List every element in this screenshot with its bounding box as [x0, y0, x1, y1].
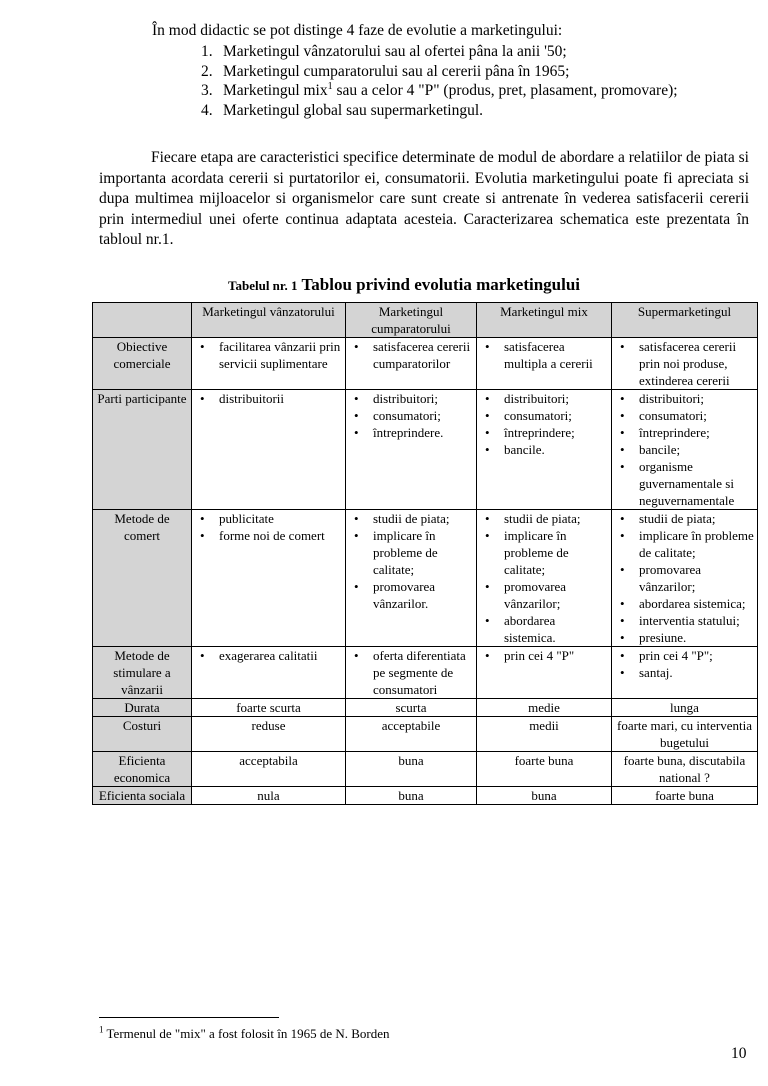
footnote: [99, 1026, 390, 1042]
header-corner: [93, 303, 192, 338]
row-label: Costuri: [93, 717, 192, 752]
table-cell: • satisfacerea cererii cumparatorilor: [346, 338, 477, 390]
table-cell: acceptabile: [346, 717, 477, 752]
table-row: [93, 338, 758, 390]
body-paragraph: Fiecare etapa are caracteristici specifice determinate de modul de abordare a relatiilor de piata si importanta acordata cererii si purtatorilor ei, consumatorii. Evolutia marketingului poate fi apreciata si dupa multimea mijloacelor si organismelor care sunt create si antrenate în vederea satisfacerii cererii prin intermediul unei oferte continua adaptata acesteia. Caracterizarea schematica este prezentata în tabloul nr.1.: [99, 149, 749, 248]
table-cell: • distribuitori; • consumatori; • întreprindere.: [346, 390, 477, 510]
table-cell: foarte scurta: [192, 699, 346, 717]
table-cell: • satisfacerea cererii prin noi produse, extinderea cererii: [612, 338, 758, 390]
row-label: Obiective comerciale: [93, 338, 192, 390]
row-label: Metode de stimulare a vânzarii: [93, 647, 192, 699]
table-row: [93, 699, 758, 717]
table-cell: • oferta diferentiata pe segmente de consumatori: [346, 647, 477, 699]
table-cell: foarte buna, discutabila national ?: [612, 752, 758, 787]
row-label: Eficienta sociala: [93, 787, 192, 805]
table-header-row: [93, 303, 758, 338]
table-cell: • publicitate • forme noi de comert: [192, 510, 346, 647]
table-row: [93, 752, 758, 787]
header-cell: Supermarketingul: [612, 303, 758, 338]
row-label: Metode de comert: [93, 510, 192, 647]
table-cell: foarte buna: [477, 752, 612, 787]
row-label: Durata: [93, 699, 192, 717]
table-row: [93, 510, 758, 647]
table-cell: nula: [192, 787, 346, 805]
row-label: Parti participante: [93, 390, 192, 510]
table-cell: • studii de piata; • implicare în probleme de calitate; • promovarea vânzarilor; • abordarea sistemica; • interventia statului; • presiune.: [612, 510, 758, 647]
table-cell: • studii de piata; • implicare în probleme de calitate; • promovarea vânzarilor.: [346, 510, 477, 647]
table-cell: • exagerarea calitatii: [192, 647, 346, 699]
page-number: 10: [731, 1045, 747, 1062]
table-row: [93, 390, 758, 510]
table-cell: • facilitarea vânzarii prin servicii suplimentare: [192, 338, 346, 390]
phases-list: [201, 42, 678, 120]
table-row: [93, 717, 758, 752]
footnote-separator: [99, 1017, 279, 1018]
marketing-evolution-table: [92, 302, 758, 805]
row-label: Eficienta economica: [93, 752, 192, 787]
table-cell: • distribuitori; • consumatori; • întreprindere; • bancile; • organisme guvernamentale si neguvernamentale: [612, 390, 758, 510]
footnote-mark: 1: [99, 1024, 104, 1035]
table-cell: • satisfacerea multipla a cererii: [477, 338, 612, 390]
footnote-ref: 1: [327, 80, 333, 92]
table-row: [93, 647, 758, 699]
table-cell: acceptabila: [192, 752, 346, 787]
footnote-text: Termenul de "mix" a fost folosit în 1965 de N. Borden: [106, 1026, 390, 1041]
phase-item: 3. Marketingul mix$^1$ sau a celor 4 "P" (produs, pret, plasament, promovare);: [201, 80, 678, 99]
intro-line: În mod didactic se pot distinge 4 faze de evolutie a marketingului:: [152, 22, 563, 39]
table-cell: buna: [346, 787, 477, 805]
table-cell: medii: [477, 717, 612, 752]
table-cell: • prin cei 4 "P"; • santaj.: [612, 647, 758, 699]
table-cell: scurta: [346, 699, 477, 717]
table-cell: foarte mari, cu interventia bugetului: [612, 717, 758, 752]
phase-item: 4. Marketingul global sau supermarketingul.: [201, 101, 483, 119]
table-label: Tabelul nr. 1: [228, 278, 298, 293]
header-cell: Marketingul cumparatorului: [346, 303, 477, 338]
header-cell: Marketingul mix: [477, 303, 612, 338]
table-cell: buna: [346, 752, 477, 787]
header-cell: Marketingul vânzatorului: [192, 303, 346, 338]
table-row: [93, 787, 758, 805]
table-cell: • distribuitori; • consumatori; • întreprindere; • bancile.: [477, 390, 612, 510]
table-title: Tablou privind evolutia marketingului: [301, 275, 581, 294]
table-cell: reduse: [192, 717, 346, 752]
table-cell: • distribuitorii: [192, 390, 346, 510]
table-caption: [228, 275, 580, 295]
table-cell: buna: [477, 787, 612, 805]
table-cell: • prin cei 4 "P": [477, 647, 612, 699]
phase-item: 1. Marketingul vânzatorului sau al ofertei pâna la anii '50;: [201, 43, 567, 60]
table-cell: • studii de piata; • implicare în probleme de calitate; • promovarea vânzarilor; • abordarea sistemica.: [477, 510, 612, 647]
table-cell: medie: [477, 699, 612, 717]
table-cell: lunga: [612, 699, 758, 717]
phase-item: 2. Marketingul cumparatorului sau al cererii pâna în 1965;: [201, 62, 570, 80]
table-cell: foarte buna: [612, 787, 758, 805]
